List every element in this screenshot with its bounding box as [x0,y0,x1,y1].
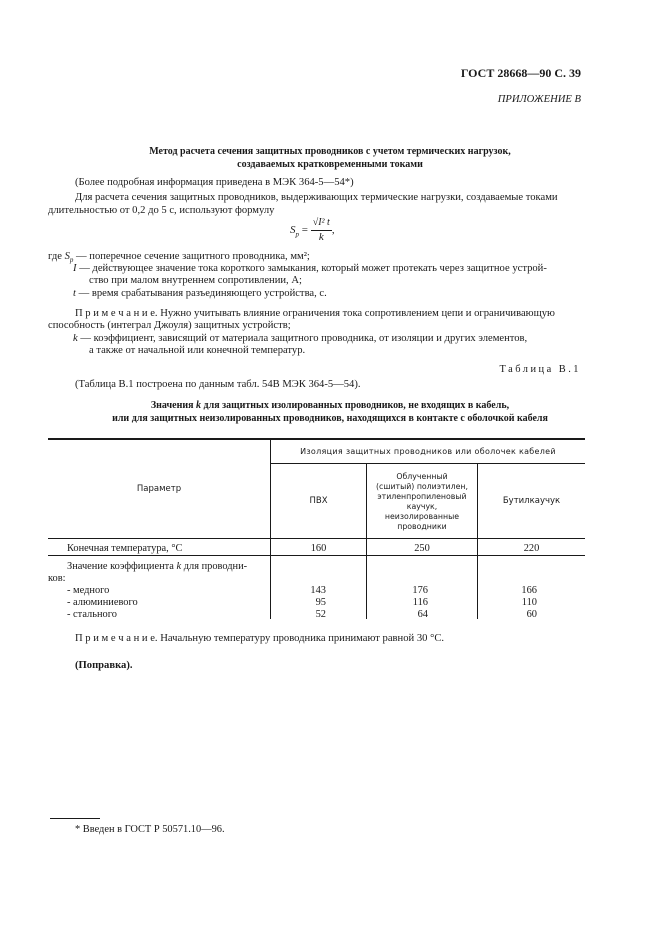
def-s-symbol: S [64,251,70,262]
table-row-steel-xlpe: 64 [417,609,428,620]
intro-paragraph [75,191,585,204]
table-header-group: Изоляция защитных проводников или оболочек кабелей [300,447,556,456]
table-title-line1: Значения k для защитных изолированных проводников, не входящих в кабель, [150,400,510,411]
table-header-pvc: ПВХ [309,496,328,506]
table-row-steel-butyl: 60 [526,609,537,620]
table-title-k: k [196,400,202,411]
xlpe-line: каучук, [406,501,438,511]
table-header-parameter: Параметр [136,484,182,494]
note2-label: П р и м е ч а н и е. [75,633,158,644]
formula-denominator: k [318,230,324,243]
note1-line2: способность (интеграл Джоуля) защитных устройств; [48,320,291,331]
table-group-rule [270,463,585,464]
row-k-label-line2: ков: [48,573,66,584]
note1-k-text1: — коэффициент, зависящий от материала защитного проводника, от изоляции и других элементов, [80,333,528,344]
formula-lhs: S [290,224,296,237]
def-s-text: — поперечное сечение защитного проводника, мм²; [76,251,310,262]
table-row-steel-label: - стального [67,609,117,620]
row-final-temp-xlpe: 250 [414,543,430,554]
table-header-xlpe [367,472,477,532]
row-k-label-line1: Значение коэффициента k для проводни- [67,561,248,572]
note1-label: П р и м е ч а н и е. [75,308,158,319]
where-word: где [48,251,62,262]
note1-k-symbol: k [73,333,78,344]
row-final-temp-pvc: 160 [310,543,327,554]
note2 [75,632,444,645]
intro-line1: Для расчета сечения защитных проводников, выдерживающих термические нагрузки, создаваемые токами [75,192,558,203]
formula-numerator: √I² t [311,217,332,231]
footnote: * Введен в ГОСТ Р 50571.10—96. [75,824,225,835]
table-row-steel-pvc: 52 [315,609,326,620]
table-row-aluminium-pvc: 95 [315,597,326,608]
def-i-text2: ство при малом внутреннем сопротивлении, А; [89,275,302,286]
table-row-aluminium-xlpe: 116 [412,597,428,608]
table-header-bottom-rule [48,538,585,539]
note2-text: Начальную температуру проводника принимают равной 30 °C. [157,633,445,644]
table-row-copper-pvc: 143 [310,585,326,596]
section-title [75,146,585,171]
table-row-copper-butyl: 166 [521,585,537,596]
xlpe-line: этиленпропиленовый [377,491,467,501]
formula-lhs-sub: p [295,230,299,239]
appendix-label: ПРИЛОЖЕНИЕ В [497,94,581,105]
table-top-rule [48,438,585,440]
table-label: Таблица В.1 [499,364,581,375]
def-i-text1: — действующее значение тока короткого замыкания, который может протекать через защитное устрой- [79,263,547,274]
formula-fraction [311,217,332,244]
section-title-line2: создаваемых кратковременными токами [237,158,423,170]
row-final-temp-label: Конечная температура, °C [67,543,183,554]
def-i-symbol: I [73,263,77,274]
table-source: (Таблица В.1 построена по данным табл. 54В МЭК 364-5—54). [75,379,361,390]
intro-line2: длительностью от 0,2 до 5 с, используют формулу [48,205,275,216]
table-row-aluminium-label: - алюминиевого [67,597,138,608]
table-header-butyl: Бутилкаучук [502,496,561,506]
formula [290,217,335,244]
table-title-line2: или для защитных неизолированных проводников, находящихся в контакте с оболочкой кабеля [112,412,548,424]
table-row-copper-xlpe: 176 [412,585,428,596]
def-t-text: — время срабатывания разъединяющего устройства, с. [78,288,327,299]
table-row-rule [48,555,585,556]
footnote-rule [50,818,100,819]
xlpe-line: (сшитый) полиэтилен, [376,481,468,491]
row-k-symbol: k [176,561,182,572]
definition-t [73,287,327,300]
def-s-sub: p [69,256,74,265]
page-header: ГОСТ 28668—90 С. 39 [460,66,581,80]
table-title [75,400,585,425]
amendment: (Поправка). [75,660,133,671]
formula-tail: , [331,224,335,237]
table-row-copper-label: - медного [67,585,110,596]
xlpe-line: проводники [397,521,447,531]
note1-k-line2: а также от начальной или конечной температур. [89,345,306,356]
formula-eq: = [299,224,311,237]
def-t-symbol: t [73,288,76,299]
xlpe-line: Облученный [396,472,448,481]
xlpe-line: неизолированные [384,511,460,521]
note1-text1: Нужно учитывать влияние ограничения тока сопротивлением цепи и ограничивающую [157,308,555,319]
more-info-text: (Более подробная информация приведена в МЭК 364-5—54*) [75,177,354,188]
table-row-aluminium-butyl: 110 [521,597,537,608]
section-title-line1: Метод расчета сечения защитных проводников с учетом термических нагрузок, [149,146,511,157]
row-final-temp-butyl: 220 [523,543,540,554]
